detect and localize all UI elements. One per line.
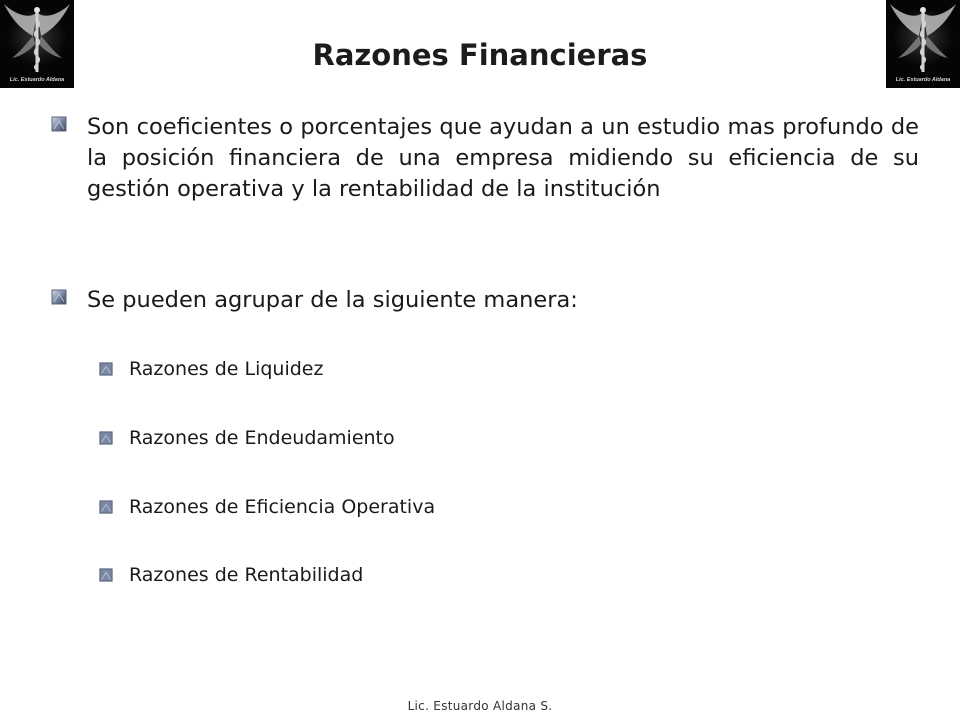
sub-bullet-endeudamiento: Razones de Endeudamiento xyxy=(129,427,395,449)
logo-caption: Lic. Estuardo Aldana xyxy=(9,77,65,83)
logo-caption: Lic. Estuardo Aldana xyxy=(895,77,951,83)
bullet-text-definition: Son coeficientes o porcentajes que ayudan a un estudio mas profundo de la posición financiera de una empresa midiendo su eficiencia de su gestión operativa y la rentabilidad de la institución xyxy=(87,114,919,202)
square-bullet-icon xyxy=(51,116,67,132)
square-bullet-icon xyxy=(51,289,67,305)
square-bullet-icon xyxy=(99,362,113,376)
sub-bullet-rentabilidad: Razones de Rentabilidad xyxy=(129,564,364,586)
square-bullet-icon xyxy=(99,500,113,514)
sub-bullet-eficiencia: Razones de Eficiencia Operativa xyxy=(129,496,436,518)
slide-title: Razones Financieras xyxy=(312,38,648,72)
bullet-text-groups: Se pueden agrupar de la siguiente manera: xyxy=(87,287,578,313)
sub-bullet-liquidez: Razones de Liquidez xyxy=(129,358,324,380)
square-bullet-icon xyxy=(99,431,113,445)
square-bullet-icon xyxy=(99,568,113,582)
footer-author: Lic. Estuardo Aldana S. xyxy=(407,699,553,713)
